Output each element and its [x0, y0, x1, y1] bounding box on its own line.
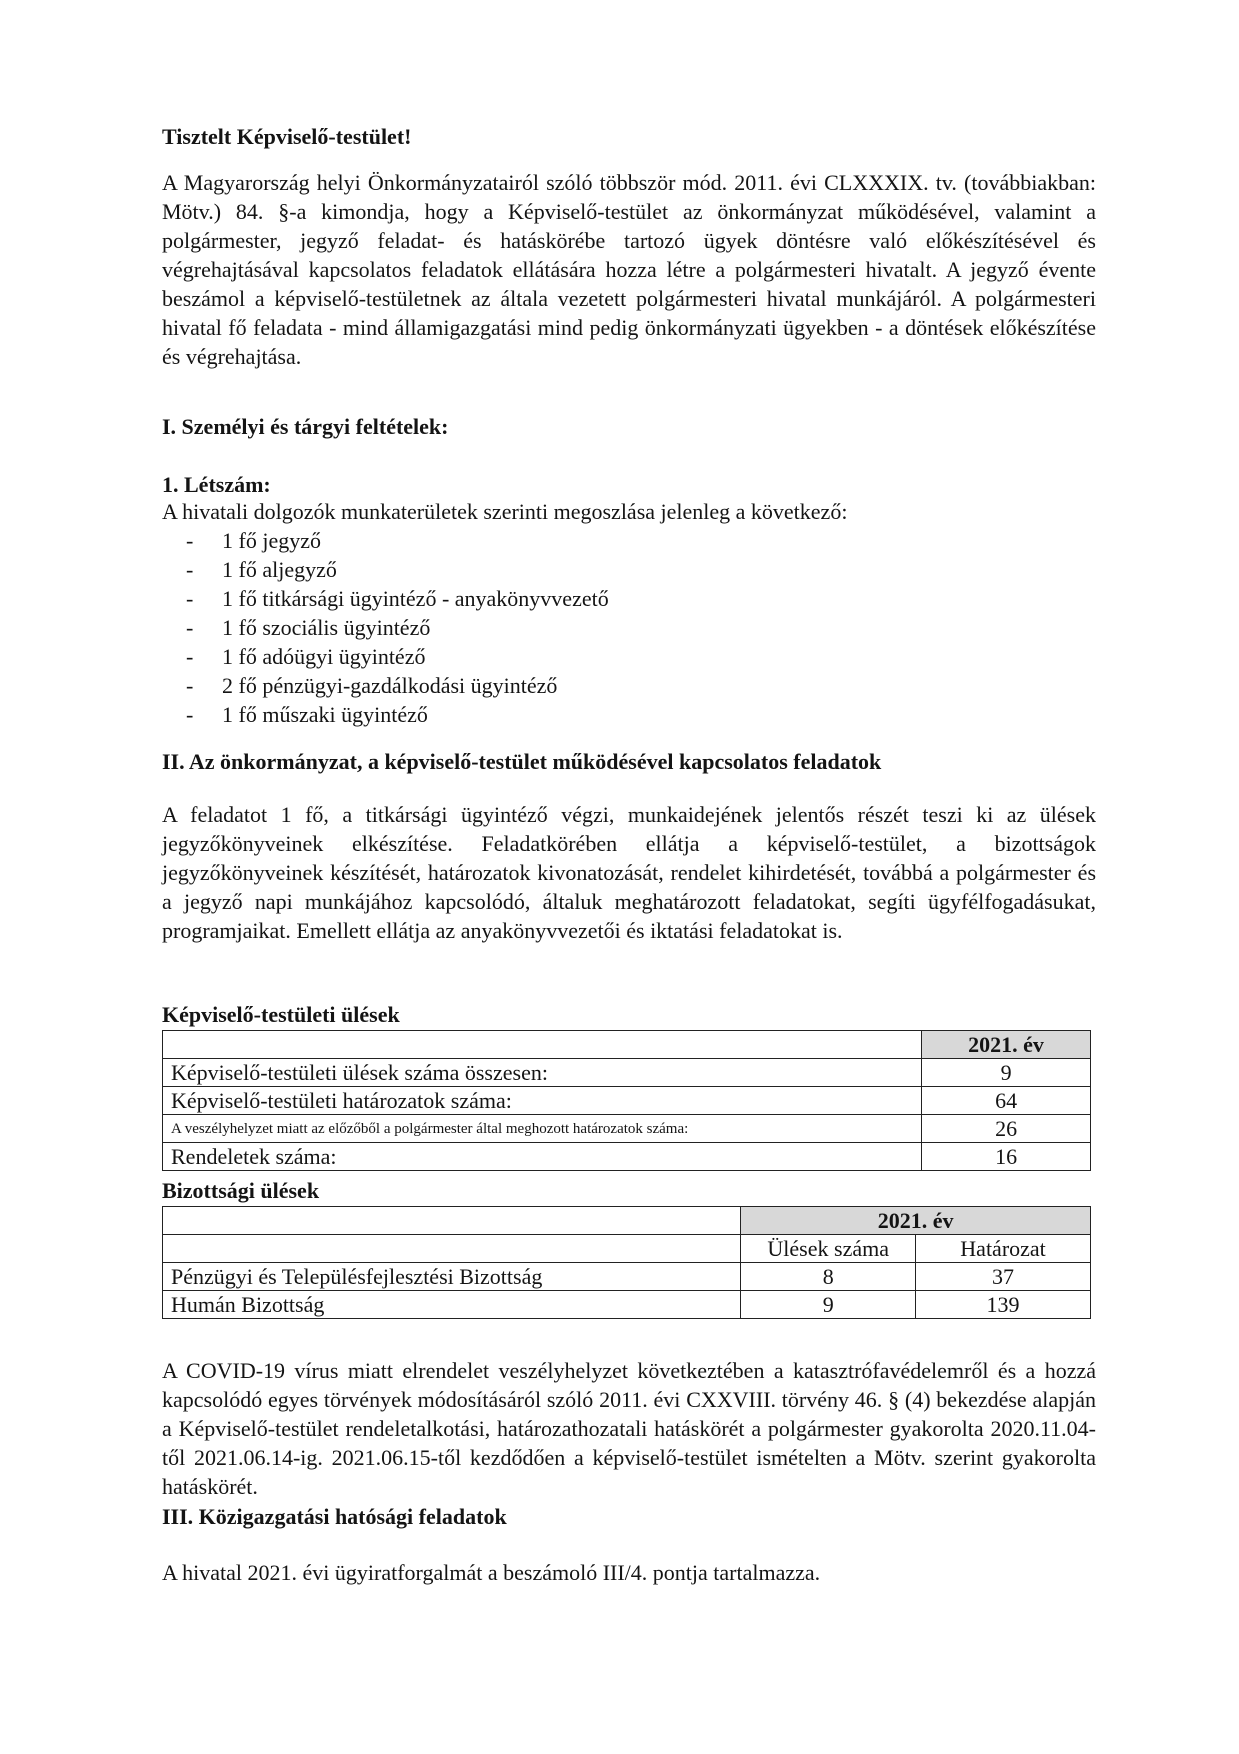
staff-item: - 1 fő szociális ügyintéző — [186, 613, 609, 642]
table-header-row — [163, 1031, 1091, 1059]
row-value: 16 — [922, 1143, 1091, 1171]
empty-header-cell — [163, 1207, 741, 1235]
staff-lead: A hivatali dolgozók munkaterületek szerinti megoszlása jelenleg a következő: — [162, 499, 848, 524]
staff-item: - 1 fő aljegyző — [186, 555, 609, 584]
table-subheader-row — [163, 1235, 1091, 1263]
staff-item: - 1 fő titkársági ügyintéző - anyakönyvvezető — [186, 584, 609, 613]
committee-sessions-table — [162, 1206, 1091, 1319]
col-header-sessions: Ülések száma — [741, 1235, 916, 1263]
row-value: 64 — [922, 1087, 1091, 1115]
row-value: 26 — [922, 1115, 1091, 1143]
section-1-subtitle: 1. Létszám: — [162, 472, 271, 497]
greeting: Tisztelt Képviselő-testület! — [162, 124, 412, 149]
row-label: Képviselő-testületi határozatok száma: — [163, 1087, 922, 1115]
section-2-title: II. Az önkormányzat, a képviselő-testület működésével kapcsolatos feladatok — [162, 749, 882, 774]
year-header: 2021. év — [741, 1207, 1091, 1235]
section-3-paragraph: A hivatal 2021. évi ügyiratforgalmát a beszámoló III/4. pontja tartalmazza. — [162, 1560, 821, 1585]
row-label: Rendeletek száma: — [163, 1143, 922, 1171]
staff-item: - 1 fő jegyző — [186, 526, 609, 555]
empty-header-cell — [163, 1235, 741, 1263]
row-label: Humán Bizottság — [163, 1291, 741, 1319]
section-2-paragraph: A feladatot 1 fő, a titkársági ügyintéző végzi, munkaidejének jelentős részét teszi ki az ülések jegyzőkönyveinek elkészítése. Feladatkörében ellátja a képviselő-testület, a bizottságok jegyzőkönyveinek készítését, határozatok kivonatozását, rendelet kihirdetését, továbbá a polgármester és a jegyző napi munkájához kapcsolódó, általuk meghatározott feladatokat, segíti ügyfélfogadásukat, programjaikat. Emellett ellátja az anyakönyvvezetői és iktatási feladatokat is. — [162, 802, 1096, 943]
row-sessions: 8 — [741, 1263, 916, 1291]
row-label: A veszélyhelyzet miatt az előzőből a polgármester által meghozott határozatok száma: — [163, 1115, 922, 1143]
table-row — [163, 1059, 1091, 1087]
staff-item: - 2 fő pénzügyi-gazdálkodási ügyintéző — [186, 671, 609, 700]
committee-sessions-caption: Bizottsági ülések — [162, 1178, 320, 1203]
row-sessions: 9 — [741, 1291, 916, 1319]
table-row — [163, 1143, 1091, 1171]
table-row — [163, 1115, 1091, 1143]
empty-header-cell — [163, 1031, 922, 1059]
staff-item: - 1 fő adóügyi ügyintéző — [186, 642, 609, 671]
row-value: 9 — [922, 1059, 1091, 1087]
table-header-row — [163, 1207, 1091, 1235]
covid-paragraph: A COVID-19 vírus miatt elrendelet veszélyhelyzet következtében a katasztrófavédelemről és a hozzá kapcsolódó egyes törvények módosításáról szóló 2011. évi CXXVIII. törvény 46. § (4) bekezdése alapján a Képviselő-testület rendeletalkotási, határozathozatali hatáskörét a polgármester gyakorolta 2020.11.04-től 2021.06.14-ig. 2021.06.15-től kezdődően a képviselő-testület ismételten a Mötv. szerint gyakorolta hatáskörét. — [162, 1358, 1096, 1499]
row-label: Pénzügyi és Településfejlesztési Bizottság — [163, 1263, 741, 1291]
council-sessions-caption: Képviselő-testületi ülések — [162, 1002, 400, 1027]
row-resolutions: 139 — [916, 1291, 1091, 1319]
col-header-resolutions: Határozat — [916, 1235, 1091, 1263]
staff-list — [186, 526, 609, 729]
row-resolutions: 37 — [916, 1263, 1091, 1291]
table-row — [163, 1263, 1091, 1291]
staff-item: - 1 fő műszaki ügyintéző — [186, 700, 609, 729]
table-row — [163, 1291, 1091, 1319]
council-sessions-table — [162, 1030, 1091, 1171]
section-1-title: I. Személyi és tárgyi feltételek: — [162, 414, 449, 439]
section-3-title: III. Közigazgatási hatósági feladatok — [162, 1504, 507, 1529]
intro-paragraph: A Magyarország helyi Önkormányzatairól szóló többször mód. 2011. évi CLXXXIX. tv. (továbbiakban: Mötv.) 84. §-a kimondja, hogy a Képviselő-testület az önkormányzat működésével, valamint a polgármester, jegyző feladat- és hatáskörébe tartozó ügyek döntésre való előkészítésével és végrehajtásával kapcsolatos feladatok ellátására hozza létre a polgármesteri hivatalt. A jegyző évente beszámol a képviselő-testületnek az általa vezetett polgármesteri hivatal munkájáról. A polgármesteri hivatal fő feladata - mind államigazgatási mind pedig önkormányzati ügyekben - a döntések előkészítése és végrehajtása. — [162, 170, 1096, 369]
table-row — [163, 1087, 1091, 1115]
row-label: Képviselő-testületi ülések száma összesen: — [163, 1059, 922, 1087]
year-header: 2021. év — [922, 1031, 1091, 1059]
